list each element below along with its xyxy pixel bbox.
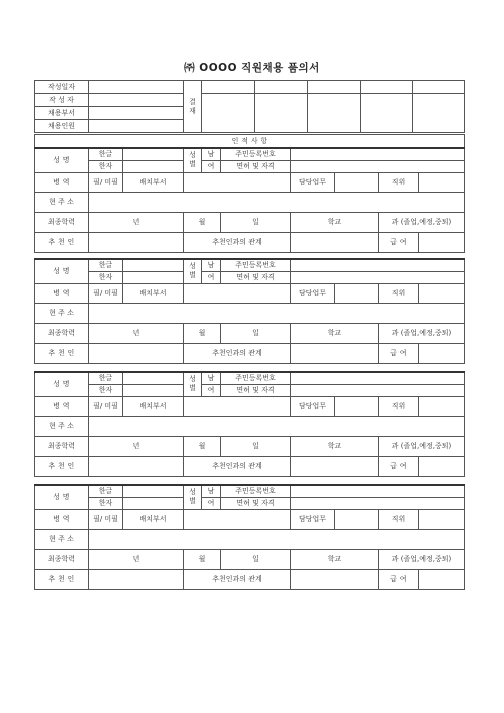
gender-label: 성 별 (184, 259, 202, 283)
education-month[interactable]: 월 (184, 212, 221, 232)
hangul-name-field[interactable] (123, 148, 184, 160)
hangul-label: 한글 (89, 148, 123, 160)
license-field[interactable] (291, 497, 465, 509)
header-label-count: 채용인원 (35, 120, 89, 133)
salary-label: 급 여 (379, 456, 419, 476)
dept-field[interactable] (184, 283, 291, 303)
name-label: 성 명 (35, 485, 89, 509)
approval-sign-1[interactable] (202, 94, 255, 133)
license-label: 면허 및 자격 (221, 384, 291, 396)
resident-no-label: 주민등록번호 (221, 148, 291, 160)
approval-sign-3[interactable] (308, 94, 361, 133)
header-label-date: 작성일자 (35, 81, 89, 94)
dept-label: 배치부서 (123, 172, 184, 192)
hanja-label: 한자 (89, 384, 123, 396)
education-day[interactable]: 일 (221, 323, 291, 343)
candidate-block-1 (34, 147, 465, 253)
hangul-name-field[interactable] (123, 259, 184, 271)
education-day[interactable]: 일 (221, 549, 291, 569)
approval-sign-5[interactable] (413, 94, 465, 133)
salary-label: 급 여 (379, 232, 419, 252)
education-major[interactable]: 과 (졸업,예정,중퇴) (379, 436, 465, 456)
document-title: ㈜ OOOO 직원채용 품의서 (184, 62, 320, 74)
approval-sign-2[interactable] (255, 94, 308, 133)
address-label: 현 주 소 (35, 529, 89, 549)
salary-field[interactable] (419, 343, 465, 363)
education-year[interactable]: 년 (89, 549, 184, 569)
duty-label: 담당업무 (291, 509, 335, 529)
header-value-dept[interactable] (89, 107, 184, 120)
name-label: 성 명 (35, 148, 89, 172)
education-school[interactable]: 학교 (291, 323, 379, 343)
address-label: 현 주 소 (35, 416, 89, 436)
education-major[interactable]: 과 (졸업,예정,중퇴) (379, 549, 465, 569)
education-school[interactable]: 학교 (291, 212, 379, 232)
male-option[interactable]: 남 (202, 259, 221, 271)
salary-field[interactable] (419, 232, 465, 252)
education-major[interactable]: 과 (졸업,예정,중퇴) (379, 323, 465, 343)
female-option[interactable]: 여 (202, 271, 221, 283)
dept-field[interactable] (184, 509, 291, 529)
education-month[interactable]: 월 (184, 436, 221, 456)
hanja-name-field[interactable] (123, 271, 184, 283)
approval-sign-4[interactable] (361, 94, 413, 133)
female-option[interactable]: 여 (202, 160, 221, 172)
military-value[interactable]: 필/ 미필 (89, 172, 123, 192)
dept-label: 배치부서 (123, 396, 184, 416)
recommender-label: 추 천 인 (35, 232, 89, 252)
position-label: 직위 (379, 509, 419, 529)
military-label: 병 역 (35, 172, 89, 192)
hangul-name-field[interactable] (123, 372, 184, 384)
position-field[interactable] (419, 396, 465, 416)
address-field[interactable] (89, 192, 465, 212)
dept-field[interactable] (184, 396, 291, 416)
license-field[interactable] (291, 271, 465, 283)
hangul-label: 한글 (89, 485, 123, 497)
duty-field[interactable] (335, 172, 379, 192)
military-value[interactable]: 필/ 미필 (89, 396, 123, 416)
duty-field[interactable] (335, 283, 379, 303)
candidate-block-3 (34, 371, 465, 477)
resident-no-label: 주민등록번호 (221, 372, 291, 384)
education-label: 최종학력 (35, 549, 89, 569)
hanja-label: 한자 (89, 160, 123, 172)
license-label: 면허 및 자격 (221, 497, 291, 509)
military-value[interactable]: 필/ 미필 (89, 283, 123, 303)
hangul-name-field[interactable] (123, 485, 184, 497)
education-label: 최종학력 (35, 323, 89, 343)
salary-field[interactable] (419, 456, 465, 476)
relation-label: 추천인과의 관계 (184, 343, 291, 363)
header-label-author: 작 성 자 (35, 94, 89, 107)
gender-label: 성 별 (184, 372, 202, 396)
education-school[interactable]: 학교 (291, 436, 379, 456)
header-table (34, 80, 465, 133)
address-field[interactable] (89, 303, 465, 323)
relation-field[interactable] (291, 232, 379, 252)
hanja-name-field[interactable] (123, 384, 184, 396)
recommender-field[interactable] (89, 456, 184, 476)
recommender-field[interactable] (89, 343, 184, 363)
header-label-dept: 채용부서 (35, 107, 89, 120)
education-year[interactable]: 년 (89, 436, 184, 456)
address-field[interactable] (89, 416, 465, 436)
salary-label: 급 여 (379, 343, 419, 363)
relation-label: 추천인과의 관계 (184, 232, 291, 252)
license-field[interactable] (291, 160, 465, 172)
license-label: 면허 및 자격 (221, 271, 291, 283)
salary-label: 급 여 (379, 569, 419, 589)
header-value-date[interactable] (89, 81, 184, 94)
candidate-block-2 (34, 258, 465, 364)
education-major[interactable]: 과 (졸업,예정,중퇴) (379, 212, 465, 232)
address-label: 현 주 소 (35, 303, 89, 323)
male-option[interactable]: 남 (202, 148, 221, 160)
relation-field[interactable] (291, 343, 379, 363)
education-label: 최종학력 (35, 436, 89, 456)
resident-no-field[interactable] (291, 259, 465, 271)
position-field[interactable] (419, 172, 465, 192)
address-field[interactable] (89, 529, 465, 549)
education-month[interactable]: 월 (184, 549, 221, 569)
position-field[interactable] (419, 509, 465, 529)
resident-no-label: 주민등록번호 (221, 259, 291, 271)
hangul-label: 한글 (89, 259, 123, 271)
approval-title-3[interactable] (308, 81, 361, 94)
female-option[interactable]: 여 (202, 384, 221, 396)
name-label: 성 명 (35, 259, 89, 283)
education-month[interactable]: 월 (184, 323, 221, 343)
hangul-label: 한글 (89, 372, 123, 384)
military-value[interactable]: 필/ 미필 (89, 509, 123, 529)
position-label: 직위 (379, 283, 419, 303)
duty-field[interactable] (335, 396, 379, 416)
military-label: 병 역 (35, 396, 89, 416)
dept-label: 배치부서 (123, 509, 184, 529)
header-value-count[interactable] (89, 120, 184, 133)
education-label: 최종학력 (35, 212, 89, 232)
duty-label: 담당업무 (291, 172, 335, 192)
header-value-author[interactable] (89, 94, 184, 107)
address-label: 현 주 소 (35, 192, 89, 212)
duty-label: 담당업무 (291, 283, 335, 303)
gender-label: 성 별 (184, 148, 202, 172)
name-label: 성 명 (35, 372, 89, 396)
duty-label: 담당업무 (291, 396, 335, 416)
education-year[interactable]: 년 (89, 212, 184, 232)
position-label: 직위 (379, 396, 419, 416)
education-day[interactable]: 일 (221, 212, 291, 232)
female-option[interactable]: 여 (202, 497, 221, 509)
resident-no-field[interactable] (291, 372, 465, 384)
recommender-field[interactable] (89, 232, 184, 252)
resident-no-field[interactable] (291, 148, 465, 160)
duty-field[interactable] (335, 509, 379, 529)
hanja-name-field[interactable] (123, 497, 184, 509)
relation-label: 추천인과의 관계 (184, 456, 291, 476)
hanja-label: 한자 (89, 497, 123, 509)
education-day[interactable]: 일 (221, 436, 291, 456)
position-label: 직위 (379, 172, 419, 192)
relation-field[interactable] (291, 456, 379, 476)
resident-no-label: 주민등록번호 (221, 485, 291, 497)
military-label: 병 역 (35, 283, 89, 303)
recommender-label: 추 천 인 (35, 456, 89, 476)
male-option[interactable]: 남 (202, 485, 221, 497)
approval-title-4[interactable] (361, 81, 413, 94)
relation-field[interactable] (291, 569, 379, 589)
license-label: 면허 및 자격 (221, 160, 291, 172)
dept-field[interactable] (184, 172, 291, 192)
recommender-label: 추 천 인 (35, 343, 89, 363)
education-year[interactable]: 년 (89, 323, 184, 343)
approval-label: 결 재 (184, 81, 202, 133)
section-title: 인 적 사 항 (35, 135, 465, 148)
personal-info-table (34, 134, 465, 148)
approval-title-5[interactable] (413, 81, 465, 94)
relation-label: 추천인과의 관계 (184, 569, 291, 589)
gender-label: 성 별 (184, 485, 202, 509)
position-field[interactable] (419, 283, 465, 303)
approval-title-2[interactable] (255, 81, 308, 94)
license-field[interactable] (291, 384, 465, 396)
hanja-name-field[interactable] (123, 160, 184, 172)
education-school[interactable]: 학교 (291, 549, 379, 569)
approval-title-1[interactable] (202, 81, 255, 94)
candidate-block-4 (34, 484, 465, 590)
male-option[interactable]: 남 (202, 372, 221, 384)
hanja-label: 한자 (89, 271, 123, 283)
recommender-label: 추 천 인 (35, 569, 89, 589)
salary-field[interactable] (419, 569, 465, 589)
resident-no-field[interactable] (291, 485, 465, 497)
dept-label: 배치부서 (123, 283, 184, 303)
recommender-field[interactable] (89, 569, 184, 589)
military-label: 병 역 (35, 509, 89, 529)
